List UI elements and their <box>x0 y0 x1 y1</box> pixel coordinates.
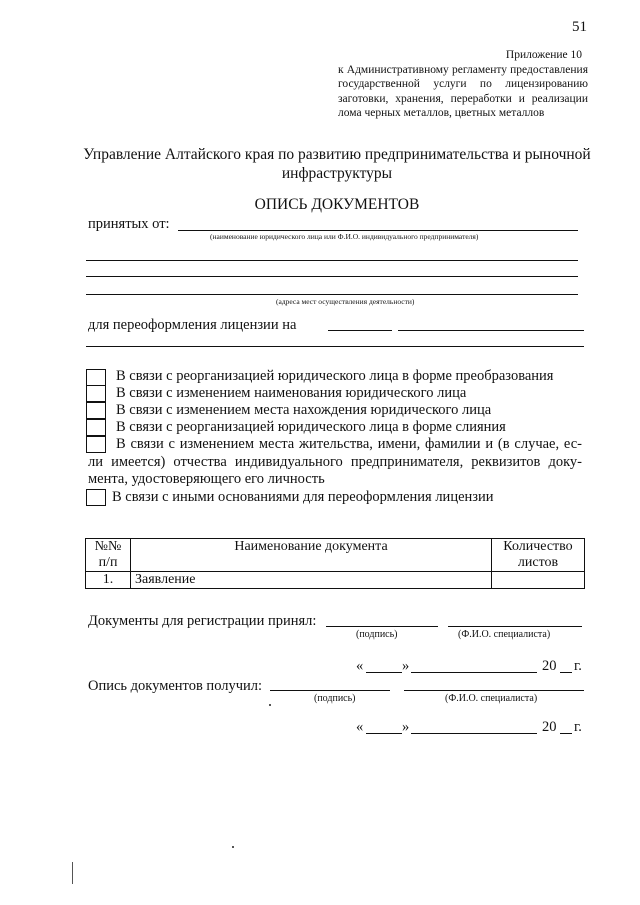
scan-dot <box>232 846 234 848</box>
received-name-caption: (Ф.И.О. специалиста) <box>445 693 538 704</box>
accepted-year: 20 <box>542 658 557 674</box>
reissue-line-a[interactable] <box>328 330 392 331</box>
row-name: Заявление <box>131 572 492 589</box>
option-5-line-2: ли имеется) отчества индивидуального предпринимателя, реквизитов доку- <box>88 453 582 470</box>
option-6-label: В связи с иными основаниями для переоформления лицензии <box>112 489 494 505</box>
received-sign-line[interactable] <box>270 690 390 691</box>
header-num <box>86 539 131 572</box>
accepted-year-suffix: г. <box>574 658 582 674</box>
received-year: 20 <box>542 719 557 735</box>
accepted-name-line[interactable] <box>448 626 582 627</box>
received-sign-caption: (подпись) <box>314 693 356 704</box>
received-from-caption: (наименование юридического лица или Ф.И.О. индивидуального предпринимателя) <box>210 232 479 241</box>
reissue-line-2[interactable] <box>86 346 584 347</box>
received-day-line[interactable] <box>366 733 402 734</box>
option-5-label <box>88 436 582 489</box>
address-caption: (адреса мест осуществления деятельности) <box>276 297 415 306</box>
header-count-line-1: Количество <box>503 539 573 554</box>
accepted-sign-line[interactable] <box>326 626 438 627</box>
page-number: 51 <box>572 19 587 35</box>
accepted-label: Документы для регистрации принял: <box>88 613 317 629</box>
address-line-1[interactable] <box>86 276 578 277</box>
table-header-row <box>86 539 585 572</box>
option-2-checkbox[interactable] <box>86 385 106 402</box>
option-4-label: В связи с реорганизацией юридического лица в форме слияния <box>116 419 506 435</box>
received-from-label: принятых от: <box>88 216 170 232</box>
accepted-date-open: « <box>356 658 364 674</box>
received-name-line[interactable] <box>404 690 584 691</box>
header-num-line-2: п/п <box>98 555 118 570</box>
option-6-checkbox[interactable] <box>86 489 106 506</box>
received-label: Опись документов получил: <box>88 678 263 694</box>
option-1-label: В связи с реорганизацией юридического лица в форме преобразования <box>116 368 554 384</box>
accepted-date-close: » <box>402 658 410 674</box>
received-from-line-2[interactable] <box>86 260 578 261</box>
address-line-2[interactable] <box>86 294 578 295</box>
header-num-line-1: №№ <box>94 539 122 554</box>
option-1-checkbox[interactable] <box>86 369 106 386</box>
header-count-line-2: листов <box>517 555 559 570</box>
option-3-label: В связи с изменением места нахождения юридического лица <box>116 402 492 418</box>
accepted-year-line[interactable] <box>560 672 572 673</box>
received-date-open: « <box>356 719 364 735</box>
header-name: Наименование документа <box>131 539 492 572</box>
header-count <box>492 539 585 572</box>
appendix-title: Приложение 10 <box>505 49 582 61</box>
accepted-name-caption: (Ф.И.О. специалиста) <box>458 629 551 640</box>
received-month-line[interactable] <box>411 733 537 734</box>
received-from-line[interactable] <box>178 230 578 231</box>
received-year-line[interactable] <box>560 733 572 734</box>
option-5-line-1: В связи с изменением места жительства, имени, фамилии и (в случае, ес- <box>116 436 582 452</box>
accepted-month-line[interactable] <box>411 672 537 673</box>
option-5-line-3: мента, удостоверяющего его личность <box>88 471 325 487</box>
accepted-sign-caption: (подпись) <box>356 629 398 640</box>
authority-name: Управление Алтайского края по развитию предпринимательства и рыночной инфраструктуры <box>83 146 591 182</box>
document-title: ОПИСЬ ДОКУМЕНТОВ <box>254 196 420 213</box>
documents-table <box>85 538 585 589</box>
received-date-close: » <box>402 719 410 735</box>
table-row <box>86 572 585 589</box>
reissue-line-b[interactable] <box>398 330 584 331</box>
reissue-label: для переоформления лицензии на <box>88 317 297 333</box>
appendix-note <box>338 48 588 121</box>
appendix-body: к Административному регламенту предоставления государственной услуги по лицензированию заготовки, хранения, переработки и реализации лома черных металлов, цветных металлов <box>338 63 588 120</box>
accepted-day-line[interactable] <box>366 672 402 673</box>
scan-dot <box>269 704 271 706</box>
row-count[interactable] <box>492 572 585 589</box>
received-year-suffix: г. <box>574 719 582 735</box>
option-4-checkbox[interactable] <box>86 419 106 436</box>
option-2-label: В связи с изменением наименования юридического лица <box>116 385 467 401</box>
scan-mark <box>72 862 73 884</box>
option-3-checkbox[interactable] <box>86 402 106 419</box>
row-num: 1. <box>86 572 131 589</box>
